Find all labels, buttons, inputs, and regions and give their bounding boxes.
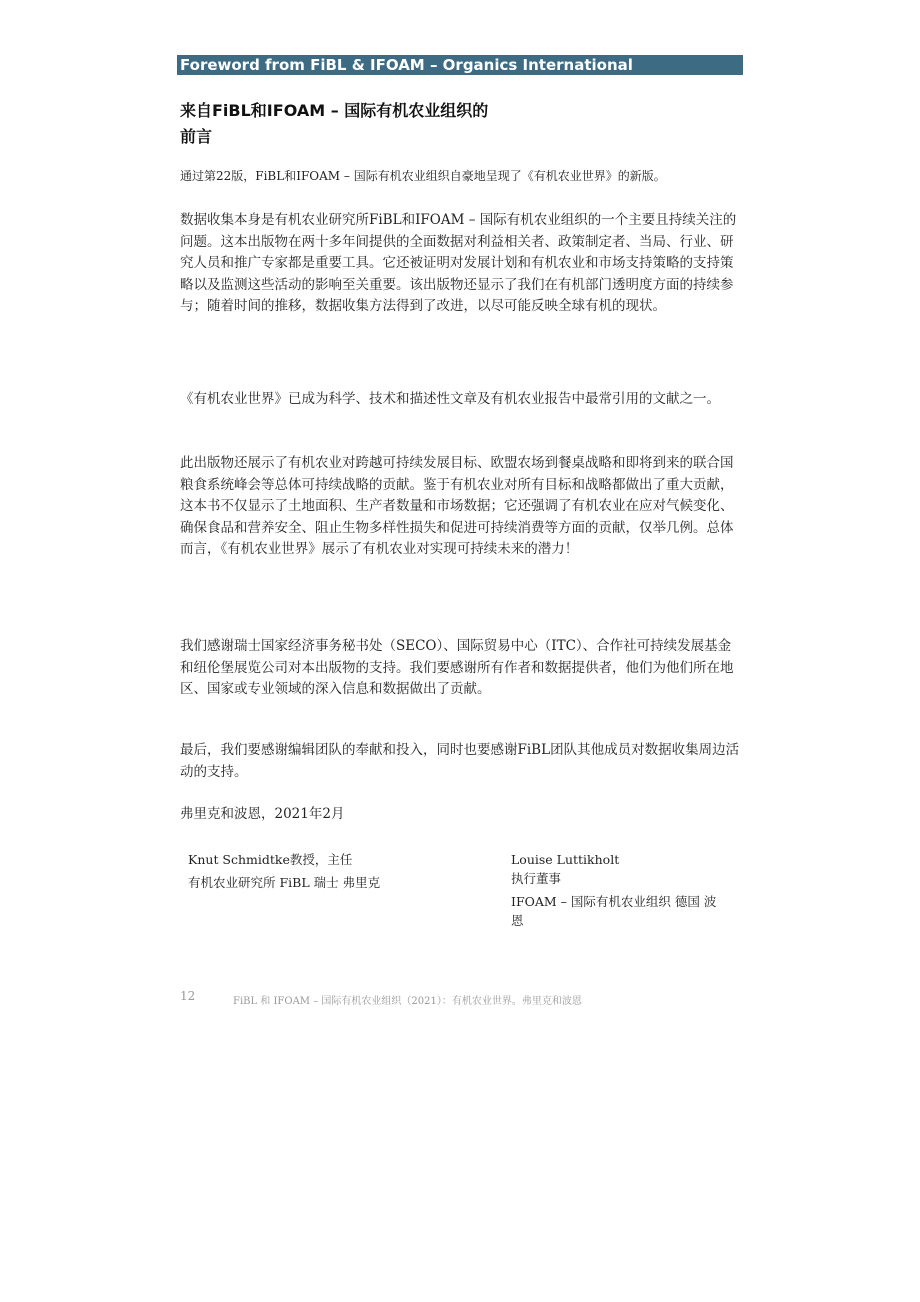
signature-left [188, 850, 381, 892]
intro-paragraph: 通过第22版，FiBL和IFOAM – 国际有机农业组织自豪地呈现了《有机农业世界》的新版。 [180, 169, 666, 183]
signature-right [511, 850, 721, 930]
signature-right-name: Louise Luttikholt [511, 852, 620, 867]
signature-right-org: IFOAM – 国际有机农业组织 德国 波恩 [511, 894, 717, 928]
paragraph-closing: 最后，我们要感谢编辑团队的奉献和投入，同时也要感谢FiBL团队其他成员对数据收集周边活动的支持。 [180, 742, 740, 780]
signature-right-title: 执行董事 [511, 871, 562, 886]
signature-left-name: Knut Schmidtke教授，主任 [188, 852, 353, 867]
paragraph-data-collection: 数据收集本身是有机农业研究所FiBL和IFOAM – 国际有机农业组织的一个主要且持续关注的问题。这本出版物在两十多年间提供的全面数据对利益相关者、政策制定者、当局、行业、研究人员和推广专家都是重要工具。它还被证明对发展计划和有机农业和市场支持策略的支持策略以及监测这些活动的影响至关重要。该出版物还显示了我们在有机部门透明度方面的持续参与；随着时间的推移，数据收集方法得到了改进，以尽可能反映全球有机的现状。 [180, 212, 737, 314]
paragraph-acknowledgements: 我们感谢瑞士国家经济事务秘书处（SECO）、国际贸易中心（ITC）、合作社可持续发展基金和纽伦堡展览公司对本出版物的支持。我们要感谢所有作者和数据提供者，他们为他们所在地区、国家或专业领域的深入信息和数据做出了贡献。 [180, 638, 734, 697]
signature-left-org: 有机农业研究所 FiBL 瑞士 弗里克 [188, 875, 381, 890]
page-number: 12 [180, 989, 196, 1003]
paragraph-contribution: 此出版物还展示了有机农业对跨越可持续发展目标、欧盟农场到餐桌战略和即将到来的联合国粮食系统峰会等总体可持续战略的贡献。鉴于有机农业对所有目标和战略都做出了重大贡献，这本书不仅显示了土地面积、生产者数量和市场数据；它还强调了有机农业在应对气候变化、确保食品和营养安全、阻止生物多样性损失和促进可持续消费等方面的贡献，仅举几例。总体而言，《有机农业世界》展示了有机农业对实现可持续未来的潜力！ [180, 455, 734, 557]
page-title-line-2: 前言 [180, 127, 213, 146]
section-banner: Foreword from FiBL & IFOAM – Organics International [177, 55, 743, 75]
place-date: 弗里克和波恩，2021年2月 [180, 806, 345, 822]
footer-citation: FiBL 和 IFOAM – 国际有机农业组织（2021）：有机农业世界。弗里克和波恩 [233, 996, 582, 1007]
page-title-line-1: 来自FiBL和IFOAM – 国际有机农业组织的 [180, 101, 489, 120]
page-title [180, 98, 740, 150]
paragraph-citations: 《有机农业世界》已成为科学、技术和描述性文章及有机农业报告中最常引用的文献之一。 [180, 391, 720, 407]
